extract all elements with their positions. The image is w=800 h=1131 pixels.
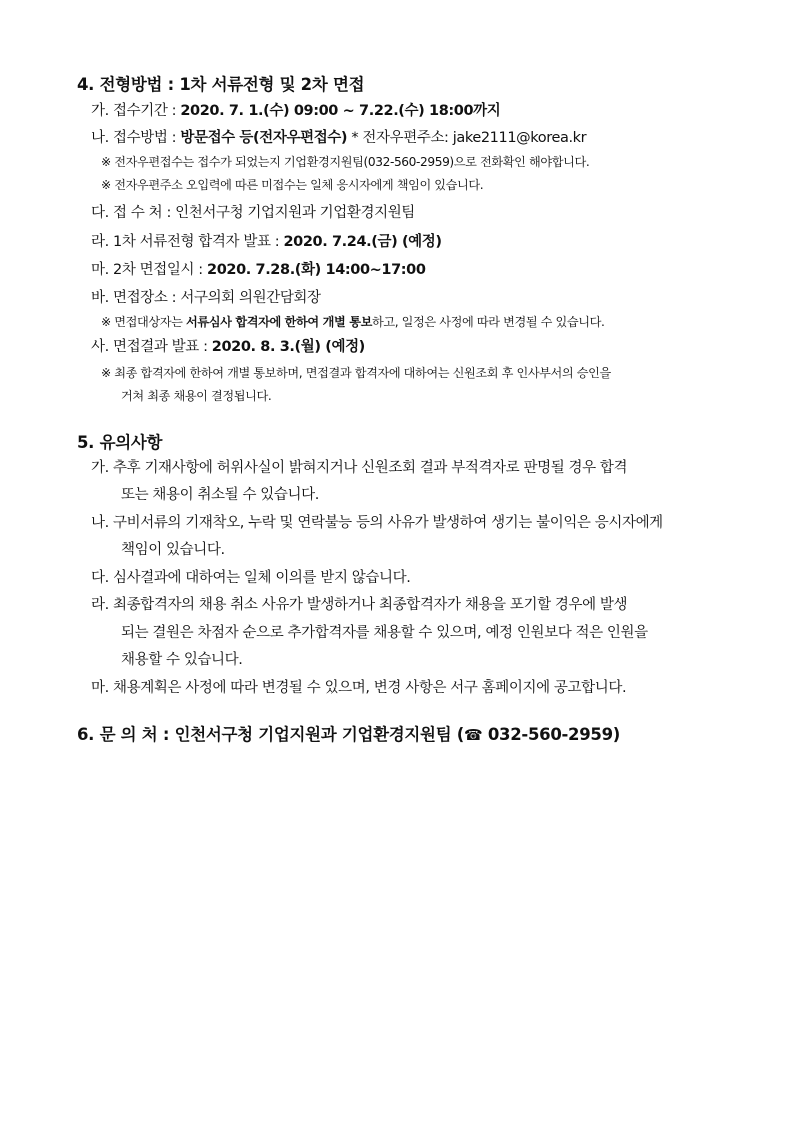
item-label: 라. 1차 서류전형 합격자 발표 : <box>91 234 284 250</box>
notice-d-line3: 채용할 수 있습니다. <box>121 652 243 668</box>
reception-method-value: 방문접수 등(전자우편접수) <box>180 130 348 146</box>
item-label: 다. 접 수 처 : 인천서구청 기업지원과 기업환경지원팀 <box>91 205 415 221</box>
notice-c-line1: 다. 심사결과에 대하여는 일체 이의를 받지 않습니다. <box>91 570 411 586</box>
note-final-line1: ※ 최종 합격자에 한하여 개별 통보하며, 면접결과 합격자에 대하여는 신원조회 후 인사부서의 승인을 <box>101 366 611 380</box>
note-text: ※ 면접대상자는 <box>101 315 186 329</box>
notice-b-line1: 나. 구비서류의 기재착오, 누락 및 연락불능 등의 사유가 발생하여 생기는 불이익은 응시자에게 <box>91 515 663 531</box>
section-6-contact <box>77 721 620 745</box>
note-interview-notice <box>101 313 604 330</box>
notice-b-line2: 책임이 있습니다. <box>121 542 225 558</box>
item-label: 가. 접수기간 : <box>91 103 181 119</box>
item-label: 바. 면접장소 : 서구의회 의원간담회장 <box>91 290 321 306</box>
item-label: 마. 2차 면접일시 : <box>91 262 207 278</box>
note-text: 하고, 일정은 사정에 따라 변경될 수 있습니다. <box>371 315 605 329</box>
item-label: 사. 면접결과 발표 : <box>91 339 212 355</box>
interview-date-value: 2020. 7.28.(화) 14:00~17:00 <box>207 262 426 278</box>
section-5-title: 5. 유의사항 <box>77 433 163 452</box>
section-4-title: 4. 전형방법 : 1차 서류전형 및 2차 면접 <box>77 75 365 94</box>
notice-a-line2: 또는 채용이 취소될 수 있습니다. <box>121 487 319 503</box>
item-interview-place <box>91 286 321 307</box>
notice-d-line1: 라. 최종합격자의 채용 취소 사유가 발생하거나 최종합격자가 채용을 포기할 경우에 발생 <box>91 597 628 613</box>
contact-phone: 032-560-2959) <box>482 725 621 744</box>
item-label: 나. 접수방법 : <box>91 130 181 146</box>
note-emphasis: 서류심사 합격자에 한하여 개별 통보 <box>186 315 372 329</box>
item-interview-result <box>91 335 365 356</box>
item-reception-place <box>91 201 415 222</box>
reception-period-value: 2020. 7. 1.(수) 09:00 ~ 7.22.(수) 18:00까지 <box>180 103 501 119</box>
notice-d-line2: 되는 결원은 차점자 순으로 추가합격자를 채용할 수 있으며, 예정 인원보다 적은 인원을 <box>121 625 648 641</box>
phone-icon: ☎ <box>464 726 483 744</box>
first-announcement-date: 2020. 7.24.(금) (예정) <box>283 234 442 250</box>
notice-a-line1: 가. 추후 기재사항에 허위사실이 밝혀지거나 신원조회 결과 부적격자로 판명될 경우 합격 <box>91 460 628 476</box>
item-reception-method <box>91 126 586 147</box>
note-email-typo: ※ 전자우편주소 오입력에 따른 미접수는 일체 응시자에게 책임이 있습니다. <box>101 178 484 192</box>
note-email-confirm: ※ 전자우편접수는 접수가 되었는지 기업환경지원팀(032-560-2959)으로 전화확인 해야합니다. <box>101 155 590 169</box>
item-first-announcement <box>91 230 442 251</box>
notice-e-line1: 마. 채용계획은 사정에 따라 변경될 수 있으며, 변경 사항은 서구 홈페이지에 공고합니다. <box>91 680 627 696</box>
item-reception-period <box>91 99 500 120</box>
email-info: * 전자우편주소: jake2111@korea.kr <box>347 130 587 146</box>
note-final-line2: 거쳐 최종 채용이 결정됩니다. <box>121 389 272 403</box>
interview-result-date: 2020. 8. 3.(월) (예정) <box>211 339 365 355</box>
item-interview-date <box>91 258 426 279</box>
contact-label: 6. 문 의 처 : 인천서구청 기업지원과 기업환경지원팀 ( <box>77 725 465 744</box>
